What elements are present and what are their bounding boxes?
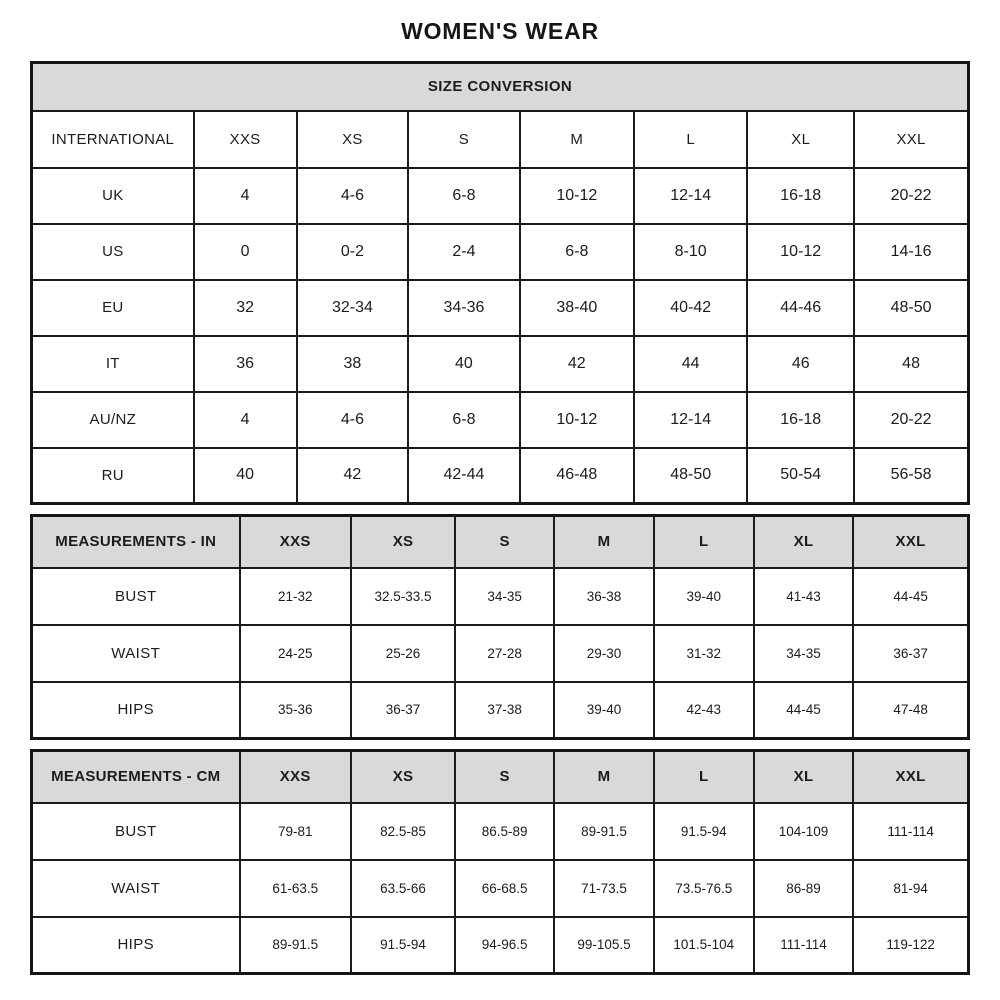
size-cell: 4-6 xyxy=(297,168,409,224)
size-cell: 36 xyxy=(194,336,297,392)
measurement-cell: 111-114 xyxy=(754,917,853,974)
measurement-cell: 104-109 xyxy=(754,803,853,860)
row-label: HIPS xyxy=(32,682,240,739)
size-cell: 50-54 xyxy=(747,448,854,504)
size-cell: 6-8 xyxy=(408,392,520,448)
measurement-cell: 41-43 xyxy=(754,568,853,625)
size-cell: 42 xyxy=(520,336,634,392)
row-label: AU/NZ xyxy=(32,392,194,448)
size-cell: 4 xyxy=(194,392,297,448)
table-header-row xyxy=(32,63,969,111)
size-cell: 34-36 xyxy=(408,280,520,336)
measurement-cell: 39-40 xyxy=(554,682,653,739)
measurement-cell: 73.5-76.5 xyxy=(654,860,754,917)
size-cell: 8-10 xyxy=(634,224,747,280)
measurement-cell: 44-45 xyxy=(754,682,853,739)
column-header-xs: XS xyxy=(351,751,455,803)
row-label: IT xyxy=(32,336,194,392)
measurements-in-table xyxy=(30,514,970,740)
size-cell: 56-58 xyxy=(854,448,968,504)
measurement-cell: 44-45 xyxy=(853,568,968,625)
measurement-cell: 66-68.5 xyxy=(455,860,554,917)
column-header-s: S xyxy=(408,111,520,168)
table-row-hips-cm xyxy=(32,917,969,974)
table-row-bust-cm xyxy=(32,803,969,860)
size-cell: 6-8 xyxy=(520,224,634,280)
measurement-cell: 86-89 xyxy=(754,860,853,917)
row-label: EU xyxy=(32,280,194,336)
measurement-cell: 35-36 xyxy=(240,682,352,739)
size-cell: 4-6 xyxy=(297,392,409,448)
measurement-cell: 86.5-89 xyxy=(455,803,554,860)
table-row-eu xyxy=(32,280,969,336)
size-cell: 38 xyxy=(297,336,409,392)
measurement-cell: 27-28 xyxy=(455,625,554,682)
column-header-xxl: XXL xyxy=(854,111,968,168)
size-cell: 46-48 xyxy=(520,448,634,504)
page-title: WOMEN'S WEAR xyxy=(401,18,599,44)
column-header-xs: XS xyxy=(351,516,455,568)
size-cell: 48 xyxy=(854,336,968,392)
size-cell: 48-50 xyxy=(854,280,968,336)
table-row-it xyxy=(32,336,969,392)
size-cell: 0 xyxy=(194,224,297,280)
row-label: WAIST xyxy=(32,860,240,917)
measurements-cm-table xyxy=(30,749,970,975)
measurement-cell: 21-32 xyxy=(240,568,352,625)
measurement-cell: 32.5-33.5 xyxy=(351,568,455,625)
column-header-xs: XS xyxy=(297,111,409,168)
column-header-xxl: XXL xyxy=(853,751,968,803)
column-header-xxl: XXL xyxy=(853,516,968,568)
size-cell: 12-14 xyxy=(634,392,747,448)
size-cell: 0-2 xyxy=(297,224,409,280)
column-header-m: M xyxy=(554,516,653,568)
size-cell: 6-8 xyxy=(408,168,520,224)
size-cell: 42-44 xyxy=(408,448,520,504)
column-header-row xyxy=(32,516,969,568)
measurement-cell: 25-26 xyxy=(351,625,455,682)
column-header-row xyxy=(32,751,969,803)
measurement-cell: 81-94 xyxy=(853,860,968,917)
size-cell: 42 xyxy=(297,448,409,504)
measurement-cell: 42-43 xyxy=(654,682,754,739)
column-header-l: L xyxy=(654,751,754,803)
size-cell: 32 xyxy=(194,280,297,336)
row-label: UK xyxy=(32,168,194,224)
size-cell: 16-18 xyxy=(747,392,854,448)
measurement-cell: 79-81 xyxy=(240,803,352,860)
size-cell: 48-50 xyxy=(634,448,747,504)
column-header-s: S xyxy=(455,751,554,803)
table-row-waist-in xyxy=(32,625,969,682)
size-cell: 14-16 xyxy=(854,224,968,280)
table-row-ru xyxy=(32,448,969,504)
size-cell: 46 xyxy=(747,336,854,392)
measurement-cell: 29-30 xyxy=(554,625,653,682)
measurement-cell: 63.5-66 xyxy=(351,860,455,917)
column-header-s: S xyxy=(455,516,554,568)
table-row-uk xyxy=(32,168,969,224)
table-row-hips-in xyxy=(32,682,969,739)
column-header-xxs: XXS xyxy=(194,111,297,168)
column-header-xl: XL xyxy=(747,111,854,168)
row-label: BUST xyxy=(32,568,240,625)
size-conversion-header: SIZE CONVERSION xyxy=(32,63,969,111)
measurement-cell: 37-38 xyxy=(455,682,554,739)
size-cell: 4 xyxy=(194,168,297,224)
column-header-xl: XL xyxy=(754,751,853,803)
column-header-row xyxy=(32,111,969,168)
measurement-cell: 39-40 xyxy=(654,568,754,625)
size-cell: 20-22 xyxy=(854,168,968,224)
column-header-l: L xyxy=(634,111,747,168)
size-cell: 44-46 xyxy=(747,280,854,336)
measurement-cell: 36-37 xyxy=(351,682,455,739)
row-label: RU xyxy=(32,448,194,504)
column-header-xxs: XXS xyxy=(240,751,352,803)
table-row-aunz xyxy=(32,392,969,448)
measurement-cell: 24-25 xyxy=(240,625,352,682)
measurement-cell: 47-48 xyxy=(853,682,968,739)
table-row-bust-in xyxy=(32,568,969,625)
column-header-international: INTERNATIONAL xyxy=(32,111,194,168)
column-header-l: L xyxy=(654,516,754,568)
measurement-cell: 89-91.5 xyxy=(554,803,653,860)
column-header-m: M xyxy=(554,751,653,803)
size-cell: 40 xyxy=(194,448,297,504)
size-cell: 12-14 xyxy=(634,168,747,224)
size-cell: 10-12 xyxy=(520,168,634,224)
measurements-in-header: MEASUREMENTS - IN xyxy=(32,516,240,568)
size-cell: 32-34 xyxy=(297,280,409,336)
measurement-cell: 119-122 xyxy=(853,917,968,974)
size-cell: 10-12 xyxy=(747,224,854,280)
row-label: HIPS xyxy=(32,917,240,974)
size-cell: 44 xyxy=(634,336,747,392)
size-cell: 16-18 xyxy=(747,168,854,224)
measurement-cell: 101.5-104 xyxy=(654,917,754,974)
row-label: WAIST xyxy=(32,625,240,682)
measurement-cell: 34-35 xyxy=(455,568,554,625)
table-row-waist-cm xyxy=(32,860,969,917)
measurement-cell: 71-73.5 xyxy=(554,860,653,917)
column-header-xl: XL xyxy=(754,516,853,568)
measurement-cell: 99-105.5 xyxy=(554,917,653,974)
measurements-cm-header: MEASUREMENTS - CM xyxy=(32,751,240,803)
measurement-cell: 91.5-94 xyxy=(351,917,455,974)
measurement-cell: 34-35 xyxy=(754,625,853,682)
size-cell: 2-4 xyxy=(408,224,520,280)
row-label: US xyxy=(32,224,194,280)
column-header-m: M xyxy=(520,111,634,168)
row-label: BUST xyxy=(32,803,240,860)
size-cell: 38-40 xyxy=(520,280,634,336)
table-row-us xyxy=(32,224,969,280)
measurement-cell: 61-63.5 xyxy=(240,860,352,917)
measurement-cell: 36-37 xyxy=(853,625,968,682)
measurement-cell: 91.5-94 xyxy=(654,803,754,860)
measurement-cell: 31-32 xyxy=(654,625,754,682)
size-cell: 20-22 xyxy=(854,392,968,448)
measurement-cell: 89-91.5 xyxy=(240,917,352,974)
size-conversion-table xyxy=(30,61,970,505)
measurement-cell: 111-114 xyxy=(853,803,968,860)
size-cell: 40 xyxy=(408,336,520,392)
column-header-xxs: XXS xyxy=(240,516,352,568)
measurement-cell: 36-38 xyxy=(554,568,653,625)
measurement-cell: 94-96.5 xyxy=(455,917,554,974)
measurement-cell: 82.5-85 xyxy=(351,803,455,860)
size-cell: 40-42 xyxy=(634,280,747,336)
size-cell: 10-12 xyxy=(520,392,634,448)
